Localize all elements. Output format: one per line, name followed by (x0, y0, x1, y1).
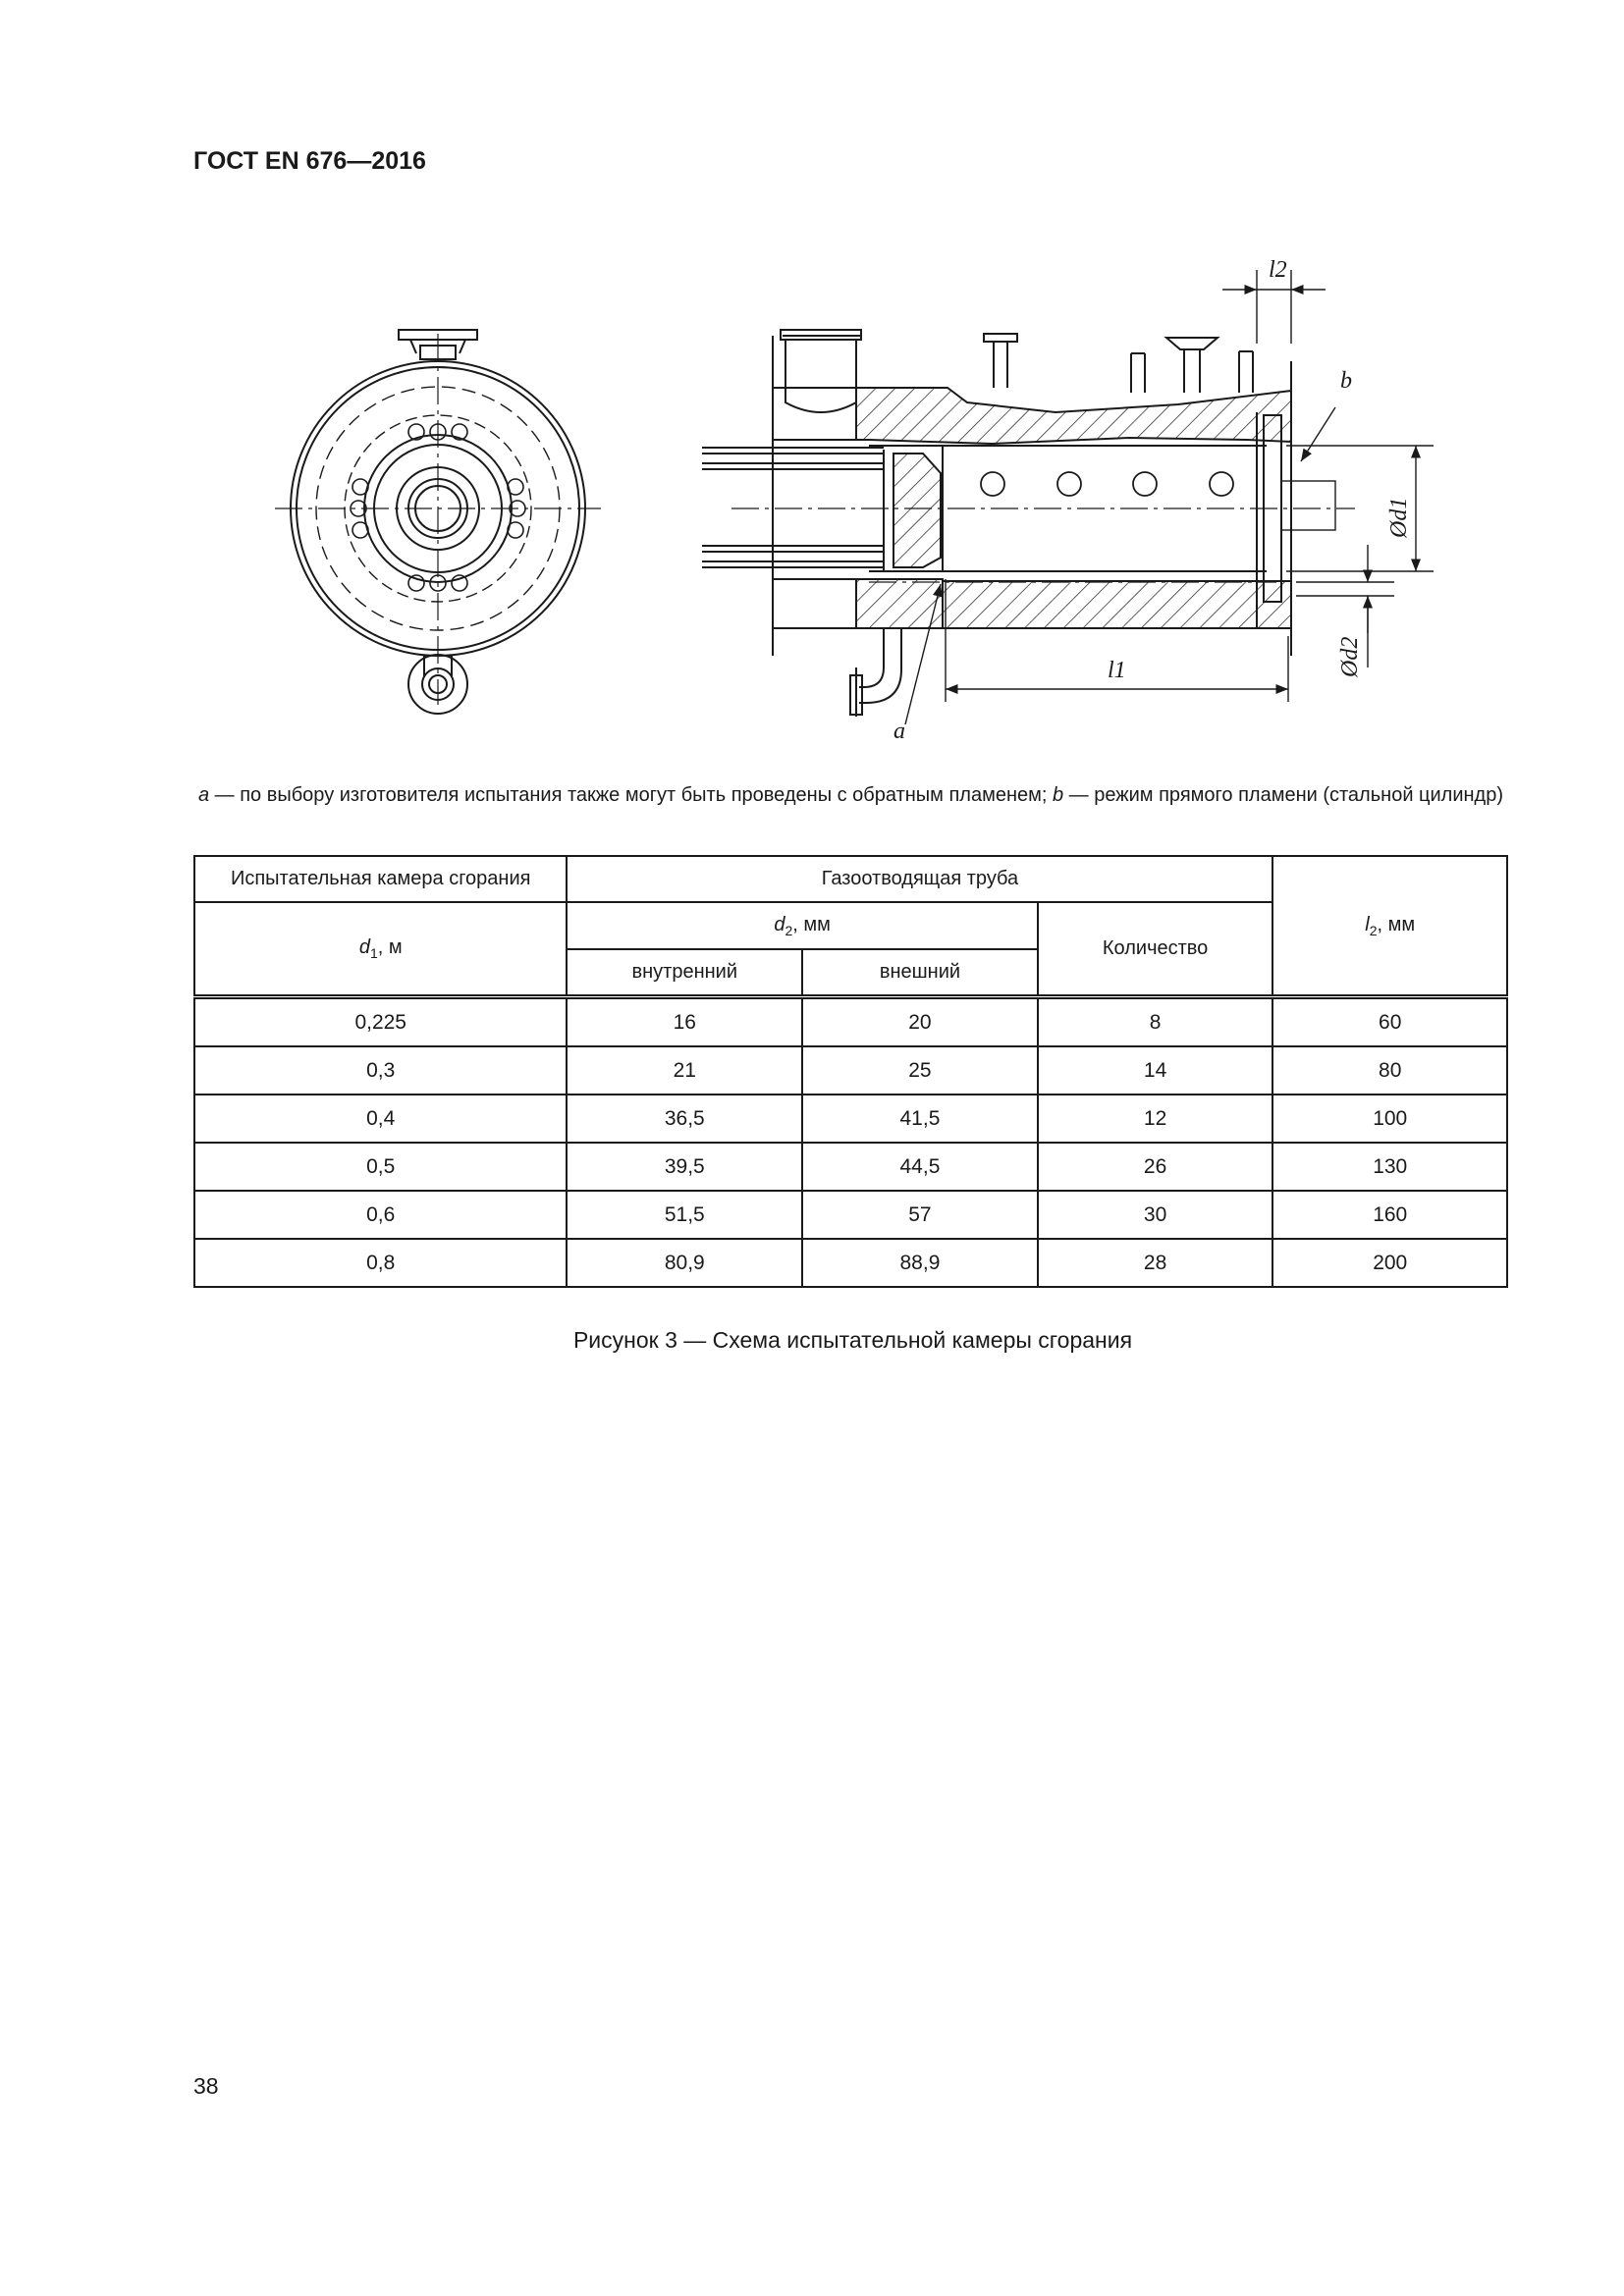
test-chamber-drawing (0, 0, 1624, 766)
table-row: 0,6 51,5 57 30 160 (194, 1191, 1507, 1239)
table-row: 0,5 39,5 44,5 26 130 (194, 1143, 1507, 1191)
header-flue: Газоотводящая труба (567, 856, 1272, 902)
table-row: 0,8 80,9 88,9 28 200 (194, 1239, 1507, 1287)
chamber-dimensions-table (193, 855, 1508, 1288)
label-l2: l2 (1269, 257, 1287, 283)
section-view (702, 330, 1355, 717)
header-inner: внутренний (567, 949, 802, 997)
header-chamber: Испытательная камера сгорания (194, 856, 567, 902)
header-outer: внешний (802, 949, 1038, 997)
header-l2: $l_2$, мм (1272, 856, 1507, 997)
label-d1: Ød1 (1386, 497, 1412, 538)
table-row: 0,3 21 25 14 80 (194, 1046, 1507, 1095)
page-number: 38 (193, 2073, 219, 2099)
header-d1: $d_1$, м (194, 902, 567, 997)
label-a: a (893, 719, 905, 744)
label-d2: Ød2 (1337, 636, 1363, 677)
header-d2: $d_2$, мм (567, 902, 1037, 949)
note-a-key: a (197, 784, 210, 806)
end-view (275, 330, 601, 714)
label-b: b (1340, 368, 1352, 394)
figure-note (193, 780, 1508, 810)
label-l1: l1 (1108, 658, 1126, 683)
table-row: 0,225 16 20 8 60 (194, 997, 1507, 1047)
note-b-text: — режим прямого пламени (стальной цилиндр) (1063, 784, 1504, 806)
header-quantity: Количество (1038, 902, 1273, 997)
note-a-text: — по выбору изготовителя испытания также могут быть проведены с обратным пламенем; (209, 784, 1053, 806)
document-header: ГОСТ EN 676—2016 (193, 147, 426, 175)
figure-caption: Рисунок 3 — Схема испытательной камеры сгорания (572, 1327, 1133, 1353)
note-b-key: b (1052, 784, 1064, 806)
table-row: 0,4 36,5 41,5 12 100 (194, 1095, 1507, 1143)
